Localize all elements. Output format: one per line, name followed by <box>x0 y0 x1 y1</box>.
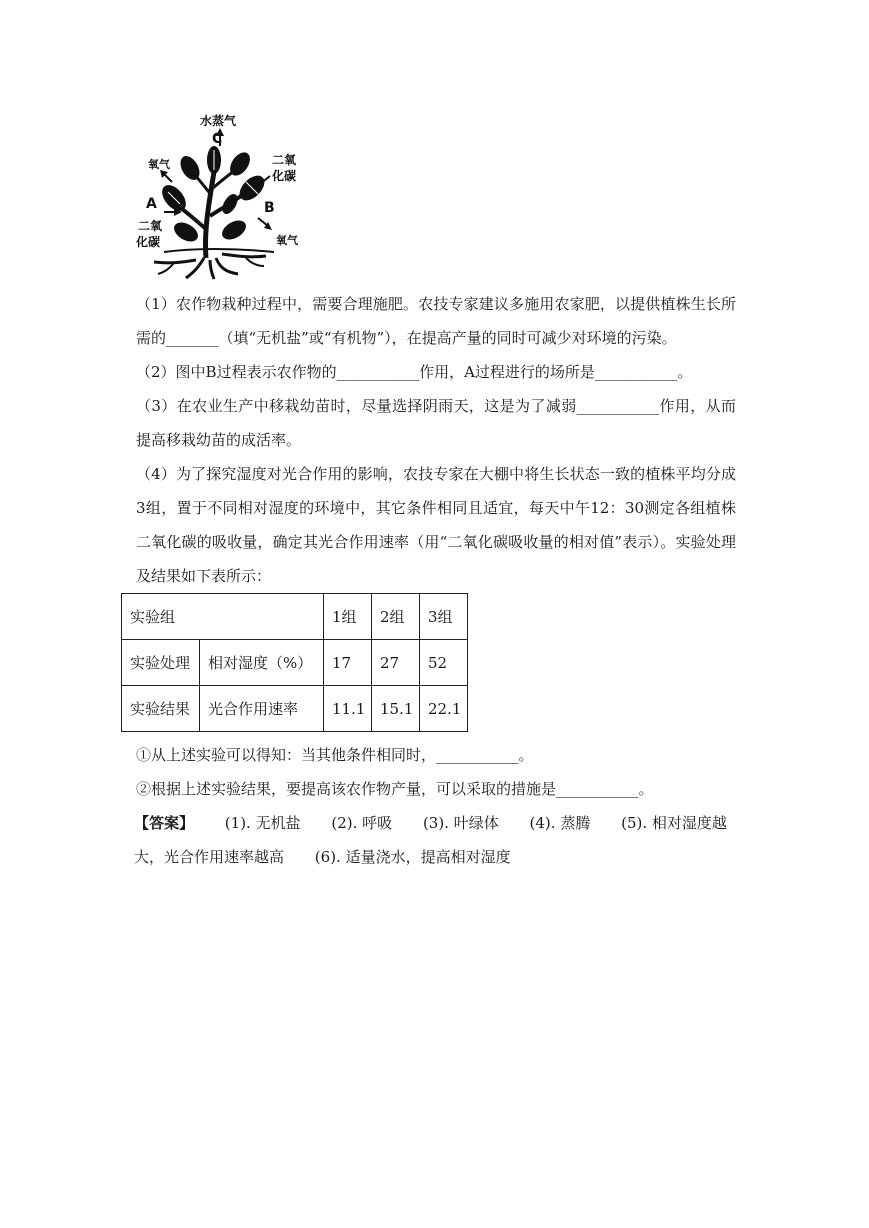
table-row <box>122 640 468 686</box>
table-cell: 2组 <box>372 594 420 640</box>
label-co2-right-line1: 二氧 <box>272 153 297 167</box>
table-cell: 实验处理 <box>122 640 200 686</box>
answer-item: (5). 相对湿度越大，光合作用速率越高 <box>134 814 727 866</box>
table-cell: 光合作用速率 <box>200 686 324 732</box>
table-cell: 52 <box>420 640 468 686</box>
plant-diagram-svg <box>134 112 304 280</box>
table-cell: 27 <box>372 640 420 686</box>
table-cell: 实验结果 <box>122 686 200 732</box>
label-co2-right-line2: 化碳 <box>272 169 297 183</box>
sub-question-2: ②根据上述实验结果，要提高该农作物产量，可以采取的措施是___________。 <box>136 780 654 798</box>
table-cell: 17 <box>324 640 372 686</box>
table-row <box>122 686 468 732</box>
answer-item: (4). 蒸腾 <box>529 814 591 832</box>
table-cell: 3组 <box>420 594 468 640</box>
answer-item: (2). 呼吸 <box>331 814 393 832</box>
label-oxygen-left: 氧气 <box>148 158 170 171</box>
answer-item: (3). 叶绿体 <box>422 814 499 832</box>
table-cell: 相对湿度（%） <box>200 640 324 686</box>
table-cell: 11.1 <box>324 686 372 732</box>
experiment-table <box>121 593 468 732</box>
plant-diagram <box>134 112 304 280</box>
question-3-text: （3）在农业生产中移栽幼苗时，尽量选择阴雨天，这是为了减弱___________作用，从而提高移栽幼苗的成活率。 <box>136 397 736 449</box>
table-header-row <box>122 594 468 640</box>
sub-question-1: ①从上述实验可以得知：当其他条件相同时，___________。 <box>136 746 534 764</box>
question-4-text: （4）为了探究湿度对光合作用的影响，农技专家在大棚中将生长状态一致的植株平均分成3组，置于不同相对湿度的环境中，其它条件相同且适宜，每天中午12：30测定各组植株二氧化碳的吸收量，确定其光合作用速率（用“二氧化碳吸收量的相对值”表示）。实验处理及结果如下表所示： <box>136 465 736 585</box>
question-2-text: （2）图中B过程表示农作物的___________作用，A过程进行的场所是___________。 <box>136 363 693 381</box>
label-water-vapor: 水蒸气 <box>200 114 237 128</box>
answer-item: (6). 适量浇水，提高相对湿度 <box>314 848 511 866</box>
table-cell: 1组 <box>324 594 372 640</box>
label-c: C <box>212 131 223 147</box>
label-a: A <box>146 196 157 212</box>
table-cell: 22.1 <box>420 686 468 732</box>
label-co2-left-line2: 化碳 <box>136 235 161 249</box>
label-b: B <box>264 200 275 216</box>
label-oxygen-right: 氧气 <box>276 234 298 247</box>
question-1-text: （1）农作物栽种过程中，需要合理施肥。农技专家建议多施用农家肥，以提供植株生长所需的_______（填“无机盐”或“有机物”），在提高产量的同时可减少对环境的污染。 <box>136 295 736 347</box>
table-cell: 实验组 <box>122 594 324 640</box>
label-co2-left-line1: 二氧 <box>138 219 163 233</box>
answer-item: (1). 无机盐 <box>224 814 301 832</box>
table-cell: 15.1 <box>372 686 420 732</box>
answer-tag: 【答案】 <box>134 814 195 832</box>
answer-block <box>134 806 736 874</box>
